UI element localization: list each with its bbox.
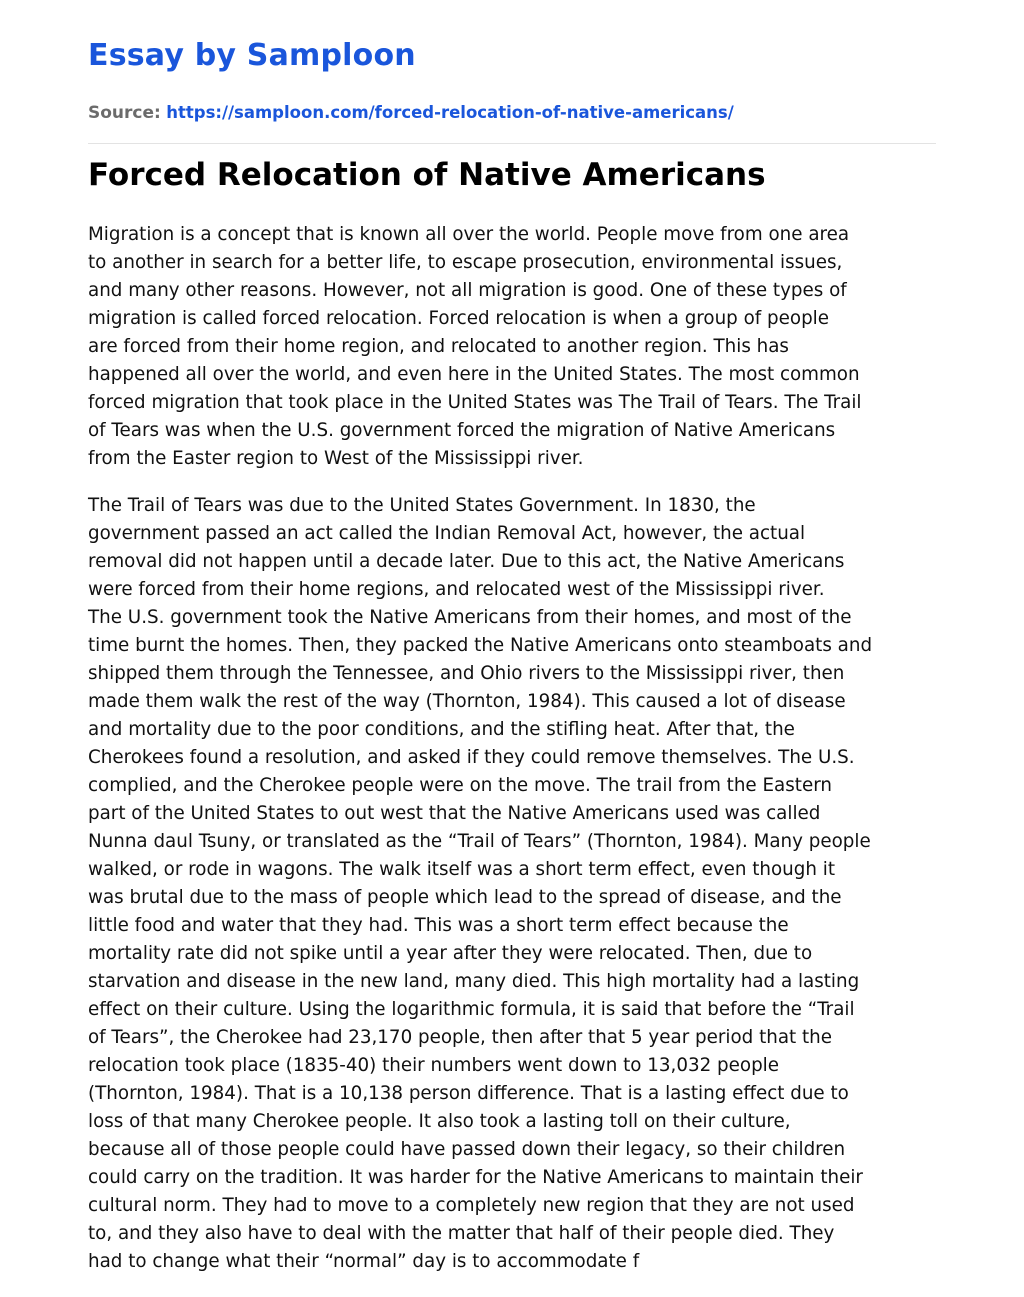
text-line: were forced from their home regions, and relocated west of the Mississippi river. <box>88 579 825 600</box>
text-line: Cherokees found a resolution, and asked if they could remove themselves. The U.S. <box>88 747 855 768</box>
text-line: to, and they also have to deal with the matter that half of their people died. They <box>88 1223 835 1244</box>
essay-paragraph-2 <box>88 492 938 1276</box>
header-divider <box>88 143 936 144</box>
text-line: migration is called forced relocation. Forced relocation is when a group of people <box>88 308 829 329</box>
text-line: of Tears”, the Cherokee had 23,170 people, then after that 5 year period that the <box>88 1027 833 1048</box>
text-line: and many other reasons. However, not all migration is good. One of these types of <box>88 280 847 301</box>
site-brand[interactable]: Essay by Samploon <box>88 38 416 73</box>
text-line: from the Easter region to West of the Mississippi river. <box>88 448 584 469</box>
text-line: (Thornton, 1984). That is a 10,138 person difference. That is a lasting effect due to <box>88 1083 849 1104</box>
text-line: removal did not happen until a decade later. Due to this act, the Native Americans <box>88 551 845 572</box>
text-line: The Trail of Tears was due to the United States Government. In 1830, the <box>88 495 756 516</box>
text-line: The U.S. government took the Native Americans from their homes, and most of the <box>88 607 852 628</box>
essay-body <box>88 221 938 1295</box>
text-line: relocation took place (1835-40) their numbers went down to 13,032 people <box>88 1055 780 1076</box>
essay-paragraph-1 <box>88 221 938 473</box>
essay-title: Forced Relocation of Native Americans <box>88 157 766 193</box>
text-line: had to change what their “normal” day is to accommodate f <box>88 1251 640 1272</box>
text-line: walked, or rode in wagons. The walk itself was a short term effect, even though it <box>88 859 835 880</box>
text-line: Migration is a concept that is known all over the world. People move from one area <box>88 224 850 245</box>
text-line: starvation and disease in the new land, many died. This high mortality had a lasting <box>88 971 860 992</box>
text-line: mortality rate did not spike until a year after they were relocated. Then, due to <box>88 943 813 964</box>
text-line: and mortality due to the poor conditions, and the stifling heat. After that, the <box>88 719 795 740</box>
text-line: cultural norm. They had to move to a completely new region that they are not used <box>88 1195 855 1216</box>
text-line: Nunna daul Tsuny, or translated as the “Trail of Tears” (Thornton, 1984). Many people <box>88 831 871 852</box>
text-line: complied, and the Cherokee people were on the move. The trail from the Eastern <box>88 775 832 796</box>
text-line: could carry on the tradition. It was harder for the Native Americans to maintain their <box>88 1167 863 1188</box>
text-line: made them walk the rest of the way (Thornton, 1984). This caused a lot of disease <box>88 691 846 712</box>
source-link[interactable]: https://samploon.com/forced-relocation-of-native-americans/ <box>166 103 734 122</box>
text-line: to another in search for a better life, to escape prosecution, environmental issues, <box>88 252 843 273</box>
text-line: time burnt the homes. Then, they packed the Native Americans onto steamboats and <box>88 635 873 656</box>
text-line: shipped them through the Tennessee, and Ohio rivers to the Mississippi river, then <box>88 663 845 684</box>
text-line: because all of those people could have passed down their legacy, so their children <box>88 1139 846 1160</box>
source-line <box>88 101 734 125</box>
text-line: forced migration that took place in the United States was The Trail of Tears. The Trail <box>88 392 862 413</box>
text-line: part of the United States to out west that the Native Americans used was called <box>88 803 821 824</box>
text-line: happened all over the world, and even here in the United States. The most common <box>88 364 860 385</box>
text-line: was brutal due to the mass of people which lead to the spread of disease, and the <box>88 887 842 908</box>
text-line: are forced from their home region, and relocated to another region. This has <box>88 336 789 357</box>
text-line: government passed an act called the Indian Removal Act, however, the actual <box>88 523 806 544</box>
text-line: loss of that many Cherokee people. It also took a lasting toll on their culture, <box>88 1111 791 1132</box>
text-line: effect on their culture. Using the logarithmic formula, it is said that before the “Trail <box>88 999 855 1020</box>
text-line: little food and water that they had. This was a short term effect because the <box>88 915 789 936</box>
source-label: Source: <box>88 103 161 123</box>
text-line: of Tears was when the U.S. government forced the migration of Native Americans <box>88 420 836 441</box>
